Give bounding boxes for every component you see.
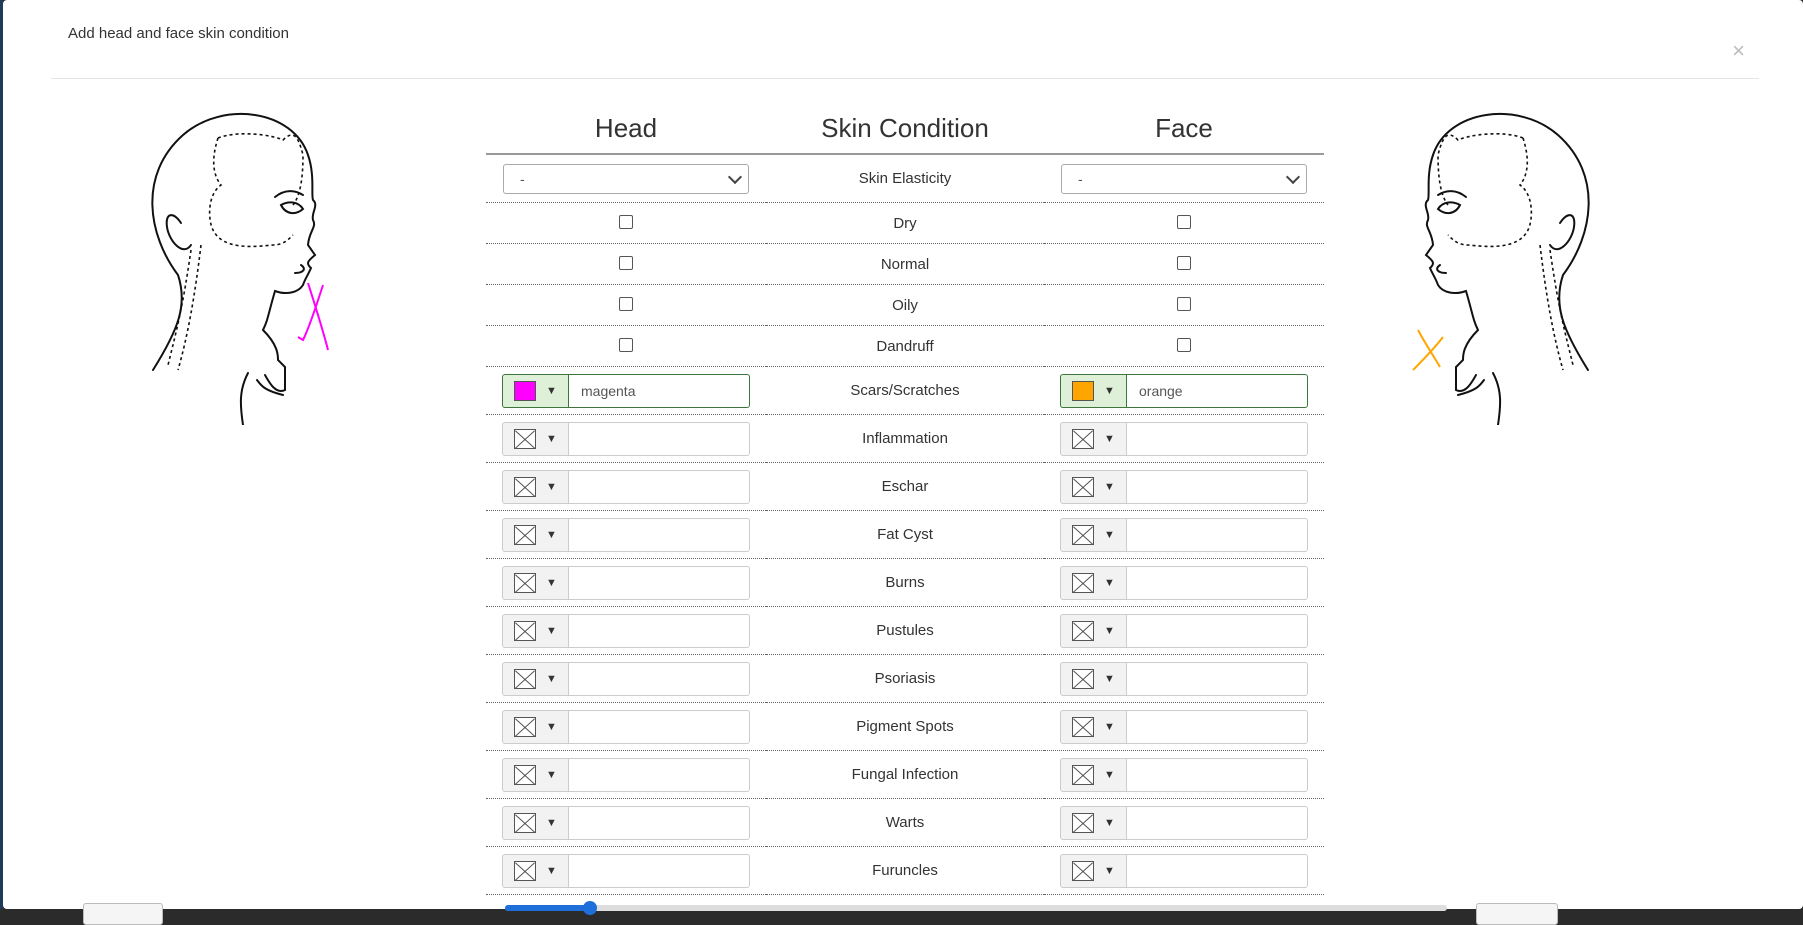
color-dropdown-button[interactable] bbox=[1060, 566, 1126, 600]
head-color-picker[interactable] bbox=[502, 806, 750, 840]
caret-down-icon: ▼ bbox=[1104, 816, 1115, 829]
color-dropdown-button[interactable] bbox=[1060, 470, 1126, 504]
column-header-face: Face bbox=[1044, 107, 1324, 154]
row-label: Dry bbox=[766, 203, 1044, 244]
face-color-picker[interactable] bbox=[1060, 614, 1308, 648]
face-color-picker[interactable] bbox=[1060, 566, 1308, 600]
row-label: Skin Elasticity bbox=[766, 154, 1044, 203]
head-checkbox[interactable] bbox=[619, 338, 633, 352]
bottom-right-button[interactable] bbox=[1476, 903, 1558, 925]
face-checkbox[interactable] bbox=[1177, 338, 1191, 352]
head-color-picker[interactable] bbox=[502, 758, 750, 792]
row-label: Furuncles bbox=[766, 847, 1044, 895]
no-color-icon bbox=[514, 525, 536, 545]
row-label: Dandruff bbox=[766, 326, 1044, 367]
head-color-picker[interactable] bbox=[502, 710, 750, 744]
caret-down-icon: ▼ bbox=[546, 816, 557, 829]
color-dropdown-button[interactable] bbox=[502, 614, 568, 648]
color-dropdown-button[interactable] bbox=[1060, 374, 1126, 408]
head-color-picker[interactable] bbox=[502, 614, 750, 648]
no-color-icon bbox=[1072, 429, 1094, 449]
table-row bbox=[486, 703, 1324, 751]
caret-down-icon: ▼ bbox=[1104, 720, 1115, 733]
select-value: - bbox=[1078, 170, 1083, 187]
caret-down-icon: ▼ bbox=[546, 576, 557, 589]
head-color-input[interactable] bbox=[568, 710, 750, 744]
no-color-icon bbox=[514, 477, 536, 497]
no-color-icon bbox=[1072, 477, 1094, 497]
head-color-picker[interactable] bbox=[502, 566, 750, 600]
row-label: Normal bbox=[766, 244, 1044, 285]
color-dropdown-button[interactable] bbox=[1060, 422, 1126, 456]
row-label: Warts bbox=[766, 799, 1044, 847]
select-value: - bbox=[520, 170, 525, 187]
table-row bbox=[486, 751, 1324, 799]
table-row bbox=[486, 847, 1324, 895]
no-color-icon bbox=[1072, 717, 1094, 737]
face-color-input[interactable] bbox=[1126, 518, 1308, 552]
head-color-input[interactable] bbox=[568, 758, 750, 792]
face-checkbox[interactable] bbox=[1177, 256, 1191, 270]
table-row bbox=[486, 607, 1324, 655]
caret-down-icon: ▼ bbox=[1104, 672, 1115, 685]
head-color-input[interactable] bbox=[568, 662, 750, 696]
face-color-picker[interactable] bbox=[1060, 470, 1308, 504]
head-color-picker[interactable] bbox=[502, 374, 750, 408]
head-checkbox[interactable] bbox=[619, 297, 633, 311]
no-color-icon bbox=[1072, 669, 1094, 689]
color-dropdown-button[interactable] bbox=[502, 518, 568, 552]
caret-down-icon: ▼ bbox=[546, 384, 557, 397]
table-row bbox=[486, 154, 1324, 203]
row-label: Eschar bbox=[766, 463, 1044, 511]
face-color-input[interactable]: orange bbox=[1126, 374, 1308, 408]
face-color-input[interactable] bbox=[1126, 566, 1308, 600]
head-color-input[interactable]: magenta bbox=[568, 374, 750, 408]
column-header-head: Head bbox=[486, 107, 766, 154]
head-color-picker[interactable] bbox=[502, 422, 750, 456]
table-row bbox=[486, 203, 1324, 244]
row-label: Scars/Scratches bbox=[766, 367, 1044, 415]
face-color-input[interactable] bbox=[1126, 758, 1308, 792]
caret-down-icon: ▼ bbox=[1104, 864, 1115, 877]
face-color-input[interactable] bbox=[1126, 470, 1308, 504]
caret-down-icon: ▼ bbox=[1104, 528, 1115, 541]
no-color-icon bbox=[1072, 525, 1094, 545]
caret-down-icon: ▼ bbox=[546, 672, 557, 685]
row-label: Inflammation bbox=[766, 415, 1044, 463]
slider-fill bbox=[505, 905, 590, 911]
no-color-icon bbox=[1072, 573, 1094, 593]
table-row bbox=[486, 799, 1324, 847]
color-dropdown-button[interactable] bbox=[1060, 662, 1126, 696]
face-color-picker[interactable] bbox=[1060, 374, 1308, 408]
skin-condition-modal bbox=[3, 0, 1803, 909]
chevron-down-icon bbox=[728, 169, 742, 183]
caret-down-icon: ▼ bbox=[1104, 576, 1115, 589]
close-icon[interactable]: × bbox=[1732, 38, 1745, 63]
face-checkbox[interactable] bbox=[1177, 297, 1191, 311]
no-color-icon bbox=[514, 669, 536, 689]
color-dropdown-button[interactable] bbox=[502, 854, 568, 888]
row-label: Psoriasis bbox=[766, 655, 1044, 703]
no-color-icon bbox=[514, 813, 536, 833]
caret-down-icon: ▼ bbox=[546, 768, 557, 781]
no-color-icon bbox=[1072, 765, 1094, 785]
head-color-input[interactable] bbox=[568, 518, 750, 552]
row-label: Pigment Spots bbox=[766, 703, 1044, 751]
table-row bbox=[486, 367, 1324, 415]
row-label: Burns bbox=[766, 559, 1044, 607]
color-dropdown-button[interactable] bbox=[502, 806, 568, 840]
row-label: Fungal Infection bbox=[766, 751, 1044, 799]
color-dropdown-button[interactable] bbox=[1060, 614, 1126, 648]
no-color-icon bbox=[514, 429, 536, 449]
table-row bbox=[486, 244, 1324, 285]
no-color-icon bbox=[1072, 813, 1094, 833]
color-dropdown-button[interactable] bbox=[1060, 710, 1126, 744]
caret-down-icon: ▼ bbox=[546, 480, 557, 493]
caret-down-icon: ▼ bbox=[546, 528, 557, 541]
color-dropdown-button[interactable] bbox=[502, 758, 568, 792]
face-color-input[interactable] bbox=[1126, 662, 1308, 696]
horizontal-slider[interactable] bbox=[505, 905, 1447, 911]
head-color-picker[interactable] bbox=[502, 470, 750, 504]
color-dropdown-button[interactable] bbox=[1060, 854, 1126, 888]
bottom-left-button[interactable] bbox=[83, 903, 163, 925]
face-color-input[interactable] bbox=[1126, 422, 1308, 456]
caret-down-icon: ▼ bbox=[546, 720, 557, 733]
head-color-input[interactable] bbox=[568, 614, 750, 648]
head-color-input[interactable] bbox=[568, 422, 750, 456]
color-dropdown-button[interactable] bbox=[502, 374, 568, 408]
no-color-icon bbox=[514, 573, 536, 593]
color-dropdown-button[interactable] bbox=[1060, 806, 1126, 840]
table-row bbox=[486, 415, 1324, 463]
face-color-input[interactable] bbox=[1126, 806, 1308, 840]
no-color-icon bbox=[1072, 621, 1094, 641]
chevron-down-icon bbox=[1286, 169, 1300, 183]
face-color-input[interactable] bbox=[1126, 710, 1308, 744]
color-dropdown-button[interactable] bbox=[502, 566, 568, 600]
row-label: Pustules bbox=[766, 607, 1044, 655]
head-color-input[interactable] bbox=[568, 470, 750, 504]
caret-down-icon: ▼ bbox=[1104, 768, 1115, 781]
head-color-picker[interactable] bbox=[502, 662, 750, 696]
table-row bbox=[486, 511, 1324, 559]
no-color-icon bbox=[514, 765, 536, 785]
color-dropdown-button[interactable] bbox=[502, 710, 568, 744]
table-row bbox=[486, 326, 1324, 367]
table-row bbox=[486, 559, 1324, 607]
modal-title: Add head and face skin condition bbox=[68, 25, 289, 42]
table-row bbox=[486, 285, 1324, 326]
face-color-input[interactable] bbox=[1126, 614, 1308, 648]
no-color-icon bbox=[514, 717, 536, 737]
caret-down-icon: ▼ bbox=[1104, 624, 1115, 637]
face-color-picker[interactable] bbox=[1060, 854, 1308, 888]
face-color-picker[interactable] bbox=[1060, 806, 1308, 840]
head-color-input[interactable] bbox=[568, 566, 750, 600]
head-color-picker[interactable] bbox=[502, 518, 750, 552]
color-dropdown-button[interactable] bbox=[1060, 758, 1126, 792]
caret-down-icon: ▼ bbox=[1104, 384, 1115, 397]
caret-down-icon: ▼ bbox=[546, 864, 557, 877]
no-color-icon bbox=[1072, 861, 1094, 881]
head-color-input[interactable] bbox=[568, 854, 750, 888]
color-swatch-icon bbox=[514, 381, 536, 401]
caret-down-icon: ▼ bbox=[546, 624, 557, 637]
skin-condition-table bbox=[486, 107, 1324, 895]
column-header-condition: Skin Condition bbox=[766, 107, 1044, 154]
color-dropdown-button[interactable] bbox=[1060, 518, 1126, 552]
color-swatch-icon bbox=[1072, 381, 1094, 401]
color-dropdown-button[interactable] bbox=[502, 470, 568, 504]
head-right-illustration-icon[interactable] bbox=[1358, 105, 1598, 425]
head-elasticity-select[interactable] bbox=[503, 164, 749, 194]
head-checkbox[interactable] bbox=[619, 256, 633, 270]
face-checkbox[interactable] bbox=[1177, 215, 1191, 229]
slider-thumb[interactable] bbox=[583, 901, 597, 915]
caret-down-icon: ▼ bbox=[1104, 480, 1115, 493]
caret-down-icon: ▼ bbox=[1104, 432, 1115, 445]
face-color-picker[interactable] bbox=[1060, 710, 1308, 744]
head-left-illustration-icon[interactable] bbox=[143, 105, 383, 425]
face-color-picker[interactable] bbox=[1060, 518, 1308, 552]
table-row bbox=[486, 655, 1324, 703]
head-color-input[interactable] bbox=[568, 806, 750, 840]
face-color-picker[interactable] bbox=[1060, 422, 1308, 456]
no-color-icon bbox=[514, 861, 536, 881]
color-dropdown-button[interactable] bbox=[502, 422, 568, 456]
no-color-icon bbox=[514, 621, 536, 641]
head-color-picker[interactable] bbox=[502, 854, 750, 888]
table-row bbox=[486, 463, 1324, 511]
face-color-input[interactable] bbox=[1126, 854, 1308, 888]
face-elasticity-select[interactable] bbox=[1061, 164, 1307, 194]
color-dropdown-button[interactable] bbox=[502, 662, 568, 696]
row-label: Fat Cyst bbox=[766, 511, 1044, 559]
header-divider bbox=[51, 78, 1759, 79]
head-checkbox[interactable] bbox=[619, 215, 633, 229]
face-color-picker[interactable] bbox=[1060, 662, 1308, 696]
row-label: Oily bbox=[766, 285, 1044, 326]
caret-down-icon: ▼ bbox=[546, 432, 557, 445]
face-color-picker[interactable] bbox=[1060, 758, 1308, 792]
